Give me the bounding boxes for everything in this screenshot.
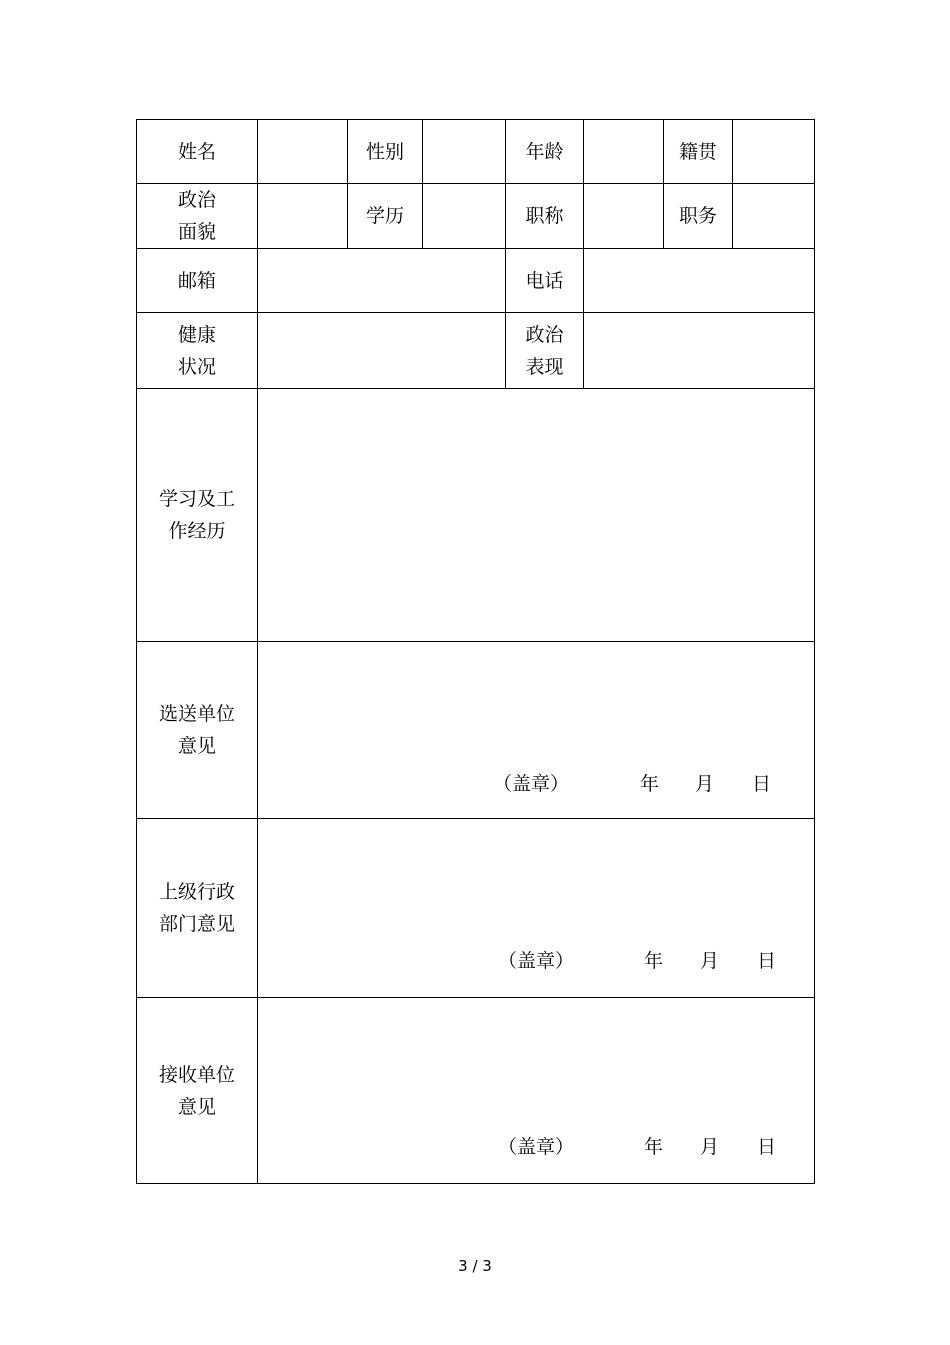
experience-label: 学习及工 作经历 <box>137 389 258 642</box>
receiving-unit-opinion-field[interactable] <box>258 998 815 1184</box>
month-text: 月 <box>695 773 715 795</box>
month-text: 月 <box>700 1136 720 1158</box>
form-row-basic-info <box>137 120 815 184</box>
health-label: 健康 状况 <box>137 313 258 389</box>
age-label: 年龄 <box>506 120 584 184</box>
form-row-experience <box>137 389 815 642</box>
political-status-field[interactable] <box>258 184 348 249</box>
receiving-unit-label: 接收单位 意见 <box>137 998 258 1184</box>
title-field[interactable] <box>584 184 664 249</box>
native-place-label: 籍贯 <box>664 120 733 184</box>
gender-field[interactable] <box>423 120 506 184</box>
day-text: 日 <box>752 773 772 795</box>
superior-dept-label: 上级行政 部门意见 <box>137 819 258 998</box>
superior-dept-opinion-field[interactable] <box>258 819 815 998</box>
political-performance-field[interactable] <box>584 313 815 389</box>
education-field[interactable] <box>423 184 506 249</box>
political-status-label: 政治 面貌 <box>137 184 258 249</box>
experience-field[interactable] <box>258 389 815 642</box>
year-text: 年 <box>640 773 660 795</box>
day-text: 日 <box>757 950 777 972</box>
title-label: 职称 <box>506 184 584 249</box>
sending-unit-label: 选送单位 意见 <box>137 642 258 819</box>
name-label: 姓名 <box>137 120 258 184</box>
form-row-receiving-unit <box>137 998 815 1184</box>
form-row-status-info <box>137 184 815 249</box>
name-field[interactable] <box>258 120 348 184</box>
health-field[interactable] <box>258 313 506 389</box>
seal-text: （盖章） <box>498 950 575 972</box>
year-text: 年 <box>644 950 664 972</box>
form-row-health-politics <box>137 313 815 389</box>
email-field[interactable] <box>258 249 506 313</box>
sending-unit-opinion-field[interactable] <box>258 642 815 819</box>
education-label: 学历 <box>348 184 423 249</box>
position-label: 职务 <box>664 184 733 249</box>
form-row-sending-unit <box>137 642 815 819</box>
political-performance-label: 政治 表现 <box>506 313 584 389</box>
form-row-superior-dept <box>137 819 815 998</box>
position-field[interactable] <box>733 184 815 249</box>
year-text: 年 <box>644 1136 664 1158</box>
native-place-field[interactable] <box>733 120 815 184</box>
email-label: 邮箱 <box>137 249 258 313</box>
day-text: 日 <box>757 1136 777 1158</box>
phone-field[interactable] <box>584 249 815 313</box>
phone-label: 电话 <box>506 249 584 313</box>
month-text: 月 <box>700 950 720 972</box>
gender-label: 性别 <box>348 120 423 184</box>
application-form-table <box>136 119 815 1184</box>
seal-text: （盖章） <box>498 1136 575 1158</box>
age-field[interactable] <box>584 120 664 184</box>
seal-text: （盖章） <box>493 773 570 795</box>
form-row-contact <box>137 249 815 313</box>
page-number: 3 / 3 <box>458 1257 492 1275</box>
